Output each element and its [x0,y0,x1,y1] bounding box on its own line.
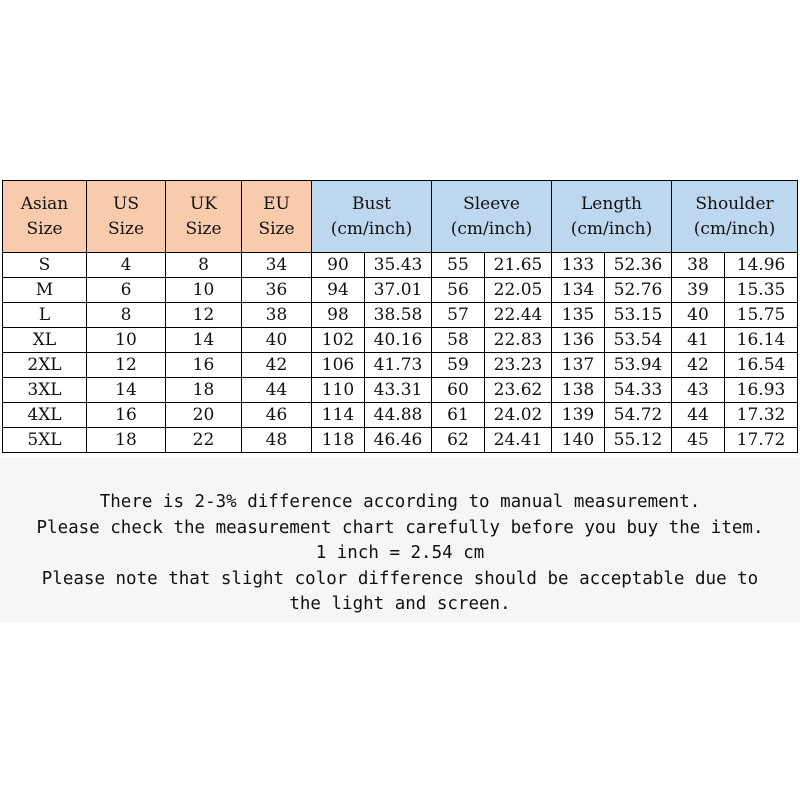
cell-eu-size: 46 [242,403,312,428]
cell-sleeve-inch: 24.02 [485,403,552,428]
cell-uk-size: 12 [166,303,242,328]
cell-shoulder-cm: 41 [672,328,725,353]
cell-bust-cm: 114 [312,403,365,428]
cell-bust-cm: 118 [312,428,365,453]
note-measurement-difference: There is 2-3% difference according to manual measurement. [99,492,701,512]
cell-sleeve-inch: 22.05 [485,278,552,303]
cell-sleeve-cm: 60 [432,378,485,403]
cell-asian-size: 5XL [3,428,87,453]
cell-uk-size: 14 [166,328,242,353]
table-row [3,428,798,453]
header-asian-size: Asian Size [3,181,87,253]
table-row [3,303,798,328]
header-uk-size: UK Size [166,181,242,253]
table-row [3,253,798,278]
cell-length-cm: 136 [552,328,605,353]
size-chart-table [2,180,798,453]
cell-eu-size: 44 [242,378,312,403]
cell-eu-size: 40 [242,328,312,353]
cell-shoulder-cm: 44 [672,403,725,428]
cell-shoulder-inch: 15.35 [725,278,798,303]
cell-length-inch: 53.54 [605,328,672,353]
cell-length-cm: 137 [552,353,605,378]
cell-uk-size: 8 [166,253,242,278]
cell-us-size: 8 [87,303,166,328]
cell-uk-size: 22 [166,428,242,453]
cell-sleeve-inch: 22.83 [485,328,552,353]
cell-eu-size: 48 [242,428,312,453]
cell-shoulder-inch: 14.96 [725,253,798,278]
note-color-difference: Please note that slight color difference should be acceptable due to [41,568,759,589]
cell-length-inch: 52.36 [605,253,672,278]
cell-shoulder-cm: 38 [672,253,725,278]
cell-uk-size: 18 [166,378,242,403]
cell-shoulder-cm: 39 [672,278,725,303]
cell-us-size: 10 [87,328,166,353]
table-row [3,353,798,378]
cell-us-size: 4 [87,253,166,278]
header-length: Length (cm/inch) [552,181,672,253]
cell-bust-inch: 46.46 [365,428,432,453]
cell-shoulder-inch: 16.54 [725,353,798,378]
cell-sleeve-cm: 55 [432,253,485,278]
cell-length-cm: 135 [552,303,605,328]
cell-bust-cm: 94 [312,278,365,303]
cell-eu-size: 42 [242,353,312,378]
cell-us-size: 18 [87,428,166,453]
cell-length-inch: 53.15 [605,303,672,328]
cell-length-inch: 54.33 [605,378,672,403]
cell-shoulder-inch: 16.14 [725,328,798,353]
cell-length-inch: 53.94 [605,353,672,378]
cell-us-size: 14 [87,378,166,403]
cell-shoulder-cm: 42 [672,353,725,378]
cell-bust-inch: 44.88 [365,403,432,428]
table-row [3,328,798,353]
cell-asian-size: 2XL [3,353,87,378]
cell-sleeve-inch: 23.62 [485,378,552,403]
cell-length-inch: 54.72 [605,403,672,428]
cell-shoulder-inch: 15.75 [725,303,798,328]
cell-bust-inch: 38.58 [365,303,432,328]
cell-bust-cm: 90 [312,253,365,278]
cell-shoulder-cm: 40 [672,303,725,328]
cell-shoulder-cm: 43 [672,378,725,403]
cell-bust-inch: 40.16 [365,328,432,353]
table-row [3,278,798,303]
cell-bust-inch: 43.31 [365,378,432,403]
cell-asian-size: 4XL [3,403,87,428]
cell-bust-inch: 41.73 [365,353,432,378]
cell-shoulder-inch: 17.72 [725,428,798,453]
cell-shoulder-inch: 16.93 [725,378,798,403]
cell-length-cm: 140 [552,428,605,453]
cell-asian-size: M [3,278,87,303]
cell-bust-cm: 98 [312,303,365,328]
cell-length-cm: 133 [552,253,605,278]
cell-uk-size: 10 [166,278,242,303]
note-check-chart: Please check the measurement chart carefully before you buy the item. [36,517,764,538]
header-sleeve: Sleeve (cm/inch) [432,181,552,253]
cell-asian-size: XL [3,328,87,353]
cell-uk-size: 20 [166,403,242,428]
cell-asian-size: S [3,253,87,278]
header-eu-size: EU Size [242,181,312,253]
cell-eu-size: 34 [242,253,312,278]
cell-us-size: 6 [87,278,166,303]
cell-bust-inch: 37.01 [365,278,432,303]
cell-sleeve-cm: 58 [432,328,485,353]
cell-uk-size: 16 [166,353,242,378]
cell-length-cm: 138 [552,378,605,403]
cell-sleeve-cm: 62 [432,428,485,453]
cell-length-inch: 55.12 [605,428,672,453]
cell-asian-size: 3XL [3,378,87,403]
notes-panel [0,458,800,622]
header-us-size: US Size [87,181,166,253]
cell-sleeve-inch: 23.23 [485,353,552,378]
cell-bust-cm: 102 [312,328,365,353]
cell-shoulder-cm: 45 [672,428,725,453]
cell-sleeve-inch: 22.44 [485,303,552,328]
cell-asian-size: L [3,303,87,328]
cell-bust-cm: 106 [312,353,365,378]
cell-sleeve-cm: 56 [432,278,485,303]
cell-length-cm: 139 [552,403,605,428]
cell-us-size: 16 [87,403,166,428]
cell-shoulder-inch: 17.32 [725,403,798,428]
cell-sleeve-inch: 24.41 [485,428,552,453]
notes-text [0,490,800,618]
cell-length-cm: 134 [552,278,605,303]
cell-sleeve-cm: 57 [432,303,485,328]
cell-eu-size: 38 [242,303,312,328]
table-body [3,253,798,453]
table-row [3,378,798,403]
note-inch-conversion: 1 inch = 2.54 cm [315,543,485,563]
cell-length-inch: 52.76 [605,278,672,303]
cell-bust-inch: 35.43 [365,253,432,278]
header-bust: Bust (cm/inch) [312,181,432,253]
cell-us-size: 12 [87,353,166,378]
cell-sleeve-cm: 59 [432,353,485,378]
cell-eu-size: 36 [242,278,312,303]
note-color-difference-cont: the light and screen. [289,594,511,614]
table-header-row [3,181,798,253]
header-shoulder: Shoulder (cm/inch) [672,181,798,253]
table-row [3,403,798,428]
cell-bust-cm: 110 [312,378,365,403]
cell-sleeve-inch: 21.65 [485,253,552,278]
cell-sleeve-cm: 61 [432,403,485,428]
